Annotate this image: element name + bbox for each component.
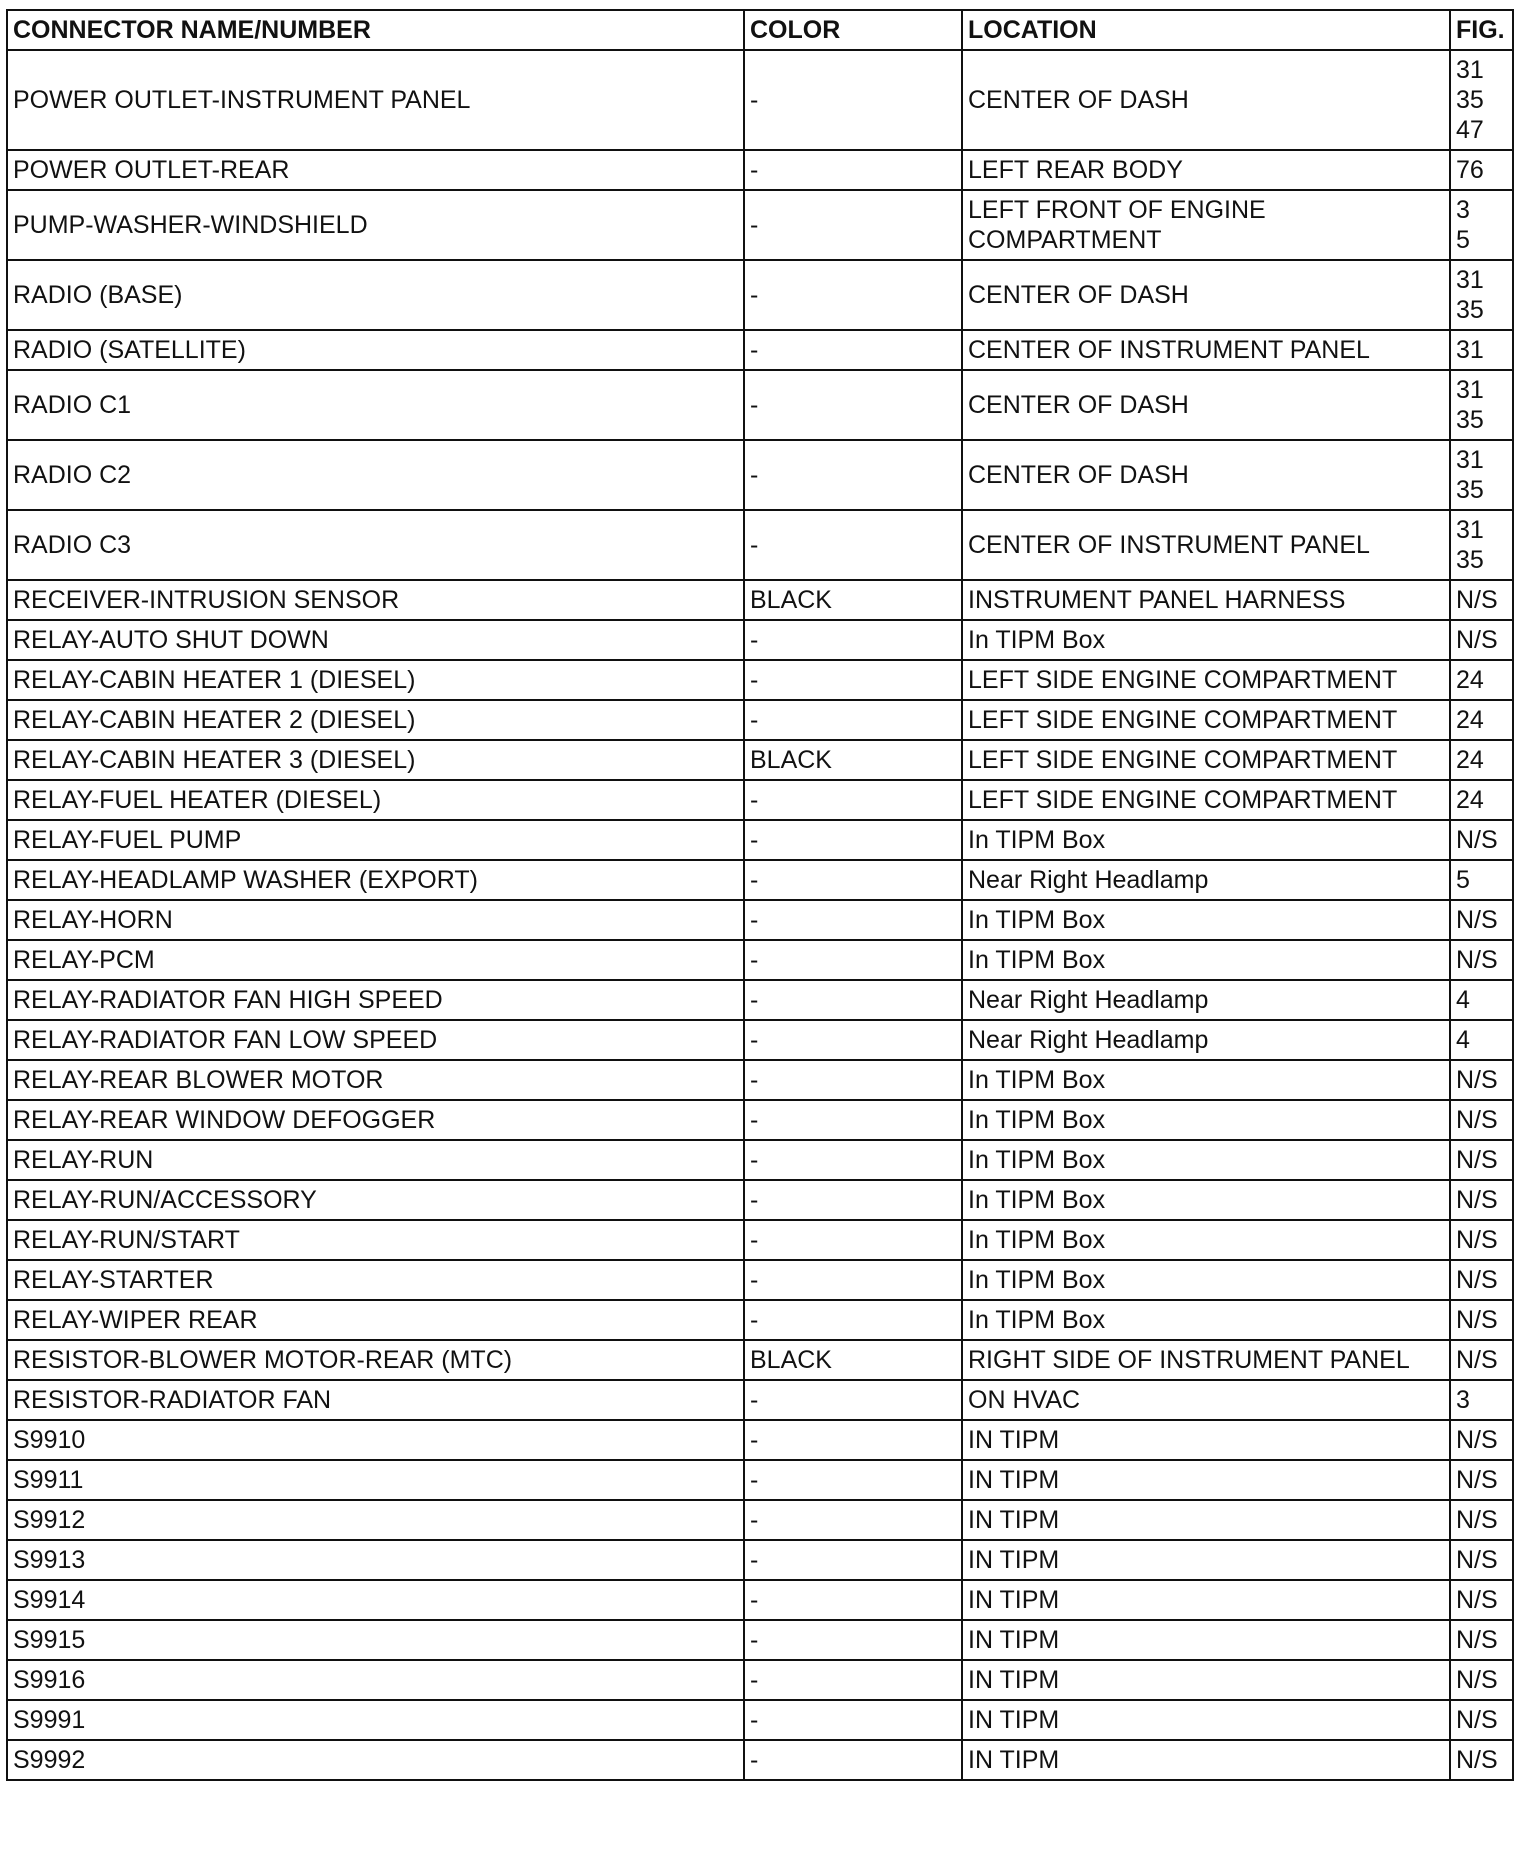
fig-cell: N/S (1450, 1340, 1513, 1380)
connector-name-cell: RESISTOR-RADIATOR FAN (7, 1380, 744, 1420)
table-row (7, 1460, 1513, 1500)
color-cell: BLACK (744, 580, 962, 620)
connector-name-cell: RELAY-WIPER REAR (7, 1300, 744, 1340)
table-row (7, 50, 1513, 150)
connector-name-cell: RELAY-CABIN HEATER 2 (DIESEL) (7, 700, 744, 740)
table-row (7, 150, 1513, 190)
fig-cell: N/S (1450, 900, 1513, 940)
table-row (7, 440, 1513, 510)
fig-cell: 5 (1450, 860, 1513, 900)
color-cell: BLACK (744, 1340, 962, 1380)
location-cell: In TIPM Box (962, 620, 1450, 660)
table-row (7, 1380, 1513, 1420)
fig-cell: 31 (1450, 330, 1513, 370)
fig-cell: 4 (1450, 1020, 1513, 1060)
fig-cell: N/S (1450, 1260, 1513, 1300)
color-cell: - (744, 1740, 962, 1780)
location-cell: IN TIPM (962, 1740, 1450, 1780)
table-row (7, 860, 1513, 900)
connector-name-cell: RADIO C1 (7, 370, 744, 440)
color-cell: - (744, 1500, 962, 1540)
connector-name-cell: RELAY-PCM (7, 940, 744, 980)
connector-name-cell: RELAY-HORN (7, 900, 744, 940)
connector-name-cell: RELAY-RUN (7, 1140, 744, 1180)
fig-cell: 24 (1450, 660, 1513, 700)
table-header-row (7, 10, 1513, 50)
connector-name-cell: RELAY-FUEL HEATER (DIESEL) (7, 780, 744, 820)
connector-name-cell: S9913 (7, 1540, 744, 1580)
color-cell: - (744, 370, 962, 440)
color-cell: - (744, 1460, 962, 1500)
connector-name-cell: RELAY-CABIN HEATER 1 (DIESEL) (7, 660, 744, 700)
connector-table (6, 9, 1514, 1781)
color-cell: - (744, 780, 962, 820)
location-cell: CENTER OF DASH (962, 370, 1450, 440)
location-cell: IN TIPM (962, 1540, 1450, 1580)
color-cell: - (744, 1620, 962, 1660)
color-cell: - (744, 260, 962, 330)
table-row (7, 1340, 1513, 1380)
connector-name-cell: RELAY-RUN/START (7, 1220, 744, 1260)
connector-name-cell: RELAY-RADIATOR FAN HIGH SPEED (7, 980, 744, 1020)
color-cell: - (744, 1580, 962, 1620)
connector-name-cell: POWER OUTLET-INSTRUMENT PANEL (7, 50, 744, 150)
table-row (7, 510, 1513, 580)
table-row (7, 1020, 1513, 1060)
fig-cell: N/S (1450, 1420, 1513, 1460)
fig-cell: 31 35 (1450, 510, 1513, 580)
table-row (7, 700, 1513, 740)
fig-cell: N/S (1450, 1500, 1513, 1540)
fig-cell: N/S (1450, 1740, 1513, 1780)
table-row (7, 1220, 1513, 1260)
table-row (7, 780, 1513, 820)
color-cell: - (744, 1220, 962, 1260)
color-cell: - (744, 1020, 962, 1060)
connector-name-cell: RELAY-REAR WINDOW DEFOGGER (7, 1100, 744, 1140)
location-cell: CENTER OF DASH (962, 440, 1450, 510)
table-row (7, 1740, 1513, 1780)
connector-name-cell: S9916 (7, 1660, 744, 1700)
location-cell: In TIPM Box (962, 1220, 1450, 1260)
color-cell: - (744, 190, 962, 260)
fig-cell: 31 35 47 (1450, 50, 1513, 150)
color-cell: - (744, 940, 962, 980)
location-cell: In TIPM Box (962, 1140, 1450, 1180)
table-row (7, 940, 1513, 980)
color-cell: - (744, 330, 962, 370)
color-cell: - (744, 510, 962, 580)
fig-cell: N/S (1450, 1180, 1513, 1220)
connector-name-cell: S9911 (7, 1460, 744, 1500)
location-cell: In TIPM Box (962, 900, 1450, 940)
fig-cell: N/S (1450, 1140, 1513, 1180)
connector-name-cell: RELAY-REAR BLOWER MOTOR (7, 1060, 744, 1100)
location-cell: IN TIPM (962, 1420, 1450, 1460)
fig-cell: 4 (1450, 980, 1513, 1020)
fig-cell: 31 35 (1450, 440, 1513, 510)
fig-cell: 24 (1450, 740, 1513, 780)
location-cell: In TIPM Box (962, 1180, 1450, 1220)
fig-cell: N/S (1450, 1300, 1513, 1340)
fig-cell: 76 (1450, 150, 1513, 190)
connector-name-cell: RADIO (BASE) (7, 260, 744, 330)
column-header-color: COLOR (744, 10, 962, 50)
table-row (7, 1660, 1513, 1700)
table-row (7, 190, 1513, 260)
table-row (7, 1420, 1513, 1460)
color-cell: - (744, 50, 962, 150)
location-cell: In TIPM Box (962, 1060, 1450, 1100)
table-row (7, 900, 1513, 940)
fig-cell: 24 (1450, 780, 1513, 820)
column-header-fig: FIG. (1450, 10, 1513, 50)
table-row (7, 980, 1513, 1020)
table-row (7, 1620, 1513, 1660)
fig-cell: N/S (1450, 1540, 1513, 1580)
connector-name-cell: S9912 (7, 1500, 744, 1540)
table-row (7, 620, 1513, 660)
table-row (7, 1300, 1513, 1340)
color-cell: - (744, 900, 962, 940)
color-cell: - (744, 1700, 962, 1740)
location-cell: IN TIPM (962, 1700, 1450, 1740)
location-cell: ON HVAC (962, 1380, 1450, 1420)
location-cell: Near Right Headlamp (962, 1020, 1450, 1060)
table-row (7, 260, 1513, 330)
location-cell: In TIPM Box (962, 1300, 1450, 1340)
table-row (7, 1060, 1513, 1100)
connector-name-cell: RELAY-CABIN HEATER 3 (DIESEL) (7, 740, 744, 780)
color-cell: - (744, 1540, 962, 1580)
location-cell: INSTRUMENT PANEL HARNESS (962, 580, 1450, 620)
table-row (7, 660, 1513, 700)
fig-cell: N/S (1450, 1620, 1513, 1660)
location-cell: IN TIPM (962, 1460, 1450, 1500)
fig-cell: 3 5 (1450, 190, 1513, 260)
table-body (7, 50, 1513, 1780)
column-header-connector: CONNECTOR NAME/NUMBER (7, 10, 744, 50)
location-cell: LEFT SIDE ENGINE COMPARTMENT (962, 780, 1450, 820)
color-cell: - (744, 1380, 962, 1420)
color-cell: - (744, 620, 962, 660)
fig-cell: N/S (1450, 1700, 1513, 1740)
connector-name-cell: RADIO C2 (7, 440, 744, 510)
table-row (7, 1500, 1513, 1540)
connector-name-cell: S9991 (7, 1700, 744, 1740)
location-cell: CENTER OF INSTRUMENT PANEL (962, 510, 1450, 580)
connector-name-cell: RADIO C3 (7, 510, 744, 580)
color-cell: - (744, 860, 962, 900)
fig-cell: N/S (1450, 1460, 1513, 1500)
fig-cell: 31 35 (1450, 260, 1513, 330)
location-cell: Near Right Headlamp (962, 980, 1450, 1020)
fig-cell: 31 35 (1450, 370, 1513, 440)
location-cell: In TIPM Box (962, 940, 1450, 980)
connector-name-cell: PUMP-WASHER-WINDSHIELD (7, 190, 744, 260)
location-cell: IN TIPM (962, 1500, 1450, 1540)
location-cell: LEFT SIDE ENGINE COMPARTMENT (962, 700, 1450, 740)
fig-cell: N/S (1450, 1660, 1513, 1700)
location-cell: LEFT REAR BODY (962, 150, 1450, 190)
fig-cell: N/S (1450, 1580, 1513, 1620)
table-row (7, 1100, 1513, 1140)
location-cell: IN TIPM (962, 1620, 1450, 1660)
table-row (7, 820, 1513, 860)
location-cell: In TIPM Box (962, 1100, 1450, 1140)
color-cell: - (744, 1140, 962, 1180)
location-cell: LEFT SIDE ENGINE COMPARTMENT (962, 740, 1450, 780)
location-cell: In TIPM Box (962, 820, 1450, 860)
fig-cell: N/S (1450, 1060, 1513, 1100)
location-cell: RIGHT SIDE OF INSTRUMENT PANEL (962, 1340, 1450, 1380)
fig-cell: 24 (1450, 700, 1513, 740)
color-cell: - (744, 660, 962, 700)
location-cell: IN TIPM (962, 1580, 1450, 1620)
location-cell: IN TIPM (962, 1660, 1450, 1700)
connector-name-cell: POWER OUTLET-REAR (7, 150, 744, 190)
color-cell: - (744, 1660, 962, 1700)
fig-cell: N/S (1450, 620, 1513, 660)
table-row (7, 1580, 1513, 1620)
color-cell: - (744, 980, 962, 1020)
connector-name-cell: RELAY-HEADLAMP WASHER (EXPORT) (7, 860, 744, 900)
fig-cell: N/S (1450, 580, 1513, 620)
table-row (7, 1260, 1513, 1300)
table-row (7, 1180, 1513, 1220)
color-cell: - (744, 150, 962, 190)
location-cell: Near Right Headlamp (962, 860, 1450, 900)
connector-name-cell: RELAY-RUN/ACCESSORY (7, 1180, 744, 1220)
connector-name-cell: S9910 (7, 1420, 744, 1460)
color-cell: - (744, 1300, 962, 1340)
connector-name-cell: RADIO (SATELLITE) (7, 330, 744, 370)
connector-name-cell: S9992 (7, 1740, 744, 1780)
location-cell: LEFT SIDE ENGINE COMPARTMENT (962, 660, 1450, 700)
fig-cell: 3 (1450, 1380, 1513, 1420)
fig-cell: N/S (1450, 820, 1513, 860)
connector-name-cell: RELAY-STARTER (7, 1260, 744, 1300)
connector-name-cell: RELAY-AUTO SHUT DOWN (7, 620, 744, 660)
location-cell: CENTER OF DASH (962, 260, 1450, 330)
fig-cell: N/S (1450, 1100, 1513, 1140)
connector-name-cell: S9914 (7, 1580, 744, 1620)
table-row (7, 580, 1513, 620)
color-cell: - (744, 1260, 962, 1300)
column-header-location: LOCATION (962, 10, 1450, 50)
table-row (7, 740, 1513, 780)
table-row (7, 1540, 1513, 1580)
connector-name-cell: S9915 (7, 1620, 744, 1660)
color-cell: - (744, 1100, 962, 1140)
table-row (7, 1140, 1513, 1180)
location-cell: CENTER OF INSTRUMENT PANEL (962, 330, 1450, 370)
table-row (7, 330, 1513, 370)
color-cell: - (744, 700, 962, 740)
color-cell: - (744, 1180, 962, 1220)
location-cell: CENTER OF DASH (962, 50, 1450, 150)
color-cell: - (744, 1420, 962, 1460)
fig-cell: N/S (1450, 1220, 1513, 1260)
color-cell: BLACK (744, 740, 962, 780)
table-row (7, 370, 1513, 440)
connector-name-cell: RELAY-FUEL PUMP (7, 820, 744, 860)
location-cell: LEFT FRONT OF ENGINE COMPARTMENT (962, 190, 1450, 260)
fig-cell: N/S (1450, 940, 1513, 980)
location-cell: In TIPM Box (962, 1260, 1450, 1300)
color-cell: - (744, 440, 962, 510)
connector-name-cell: RECEIVER-INTRUSION SENSOR (7, 580, 744, 620)
connector-name-cell: RESISTOR-BLOWER MOTOR-REAR (MTC) (7, 1340, 744, 1380)
color-cell: - (744, 1060, 962, 1100)
connector-name-cell: RELAY-RADIATOR FAN LOW SPEED (7, 1020, 744, 1060)
color-cell: - (744, 820, 962, 860)
table-row (7, 1700, 1513, 1740)
